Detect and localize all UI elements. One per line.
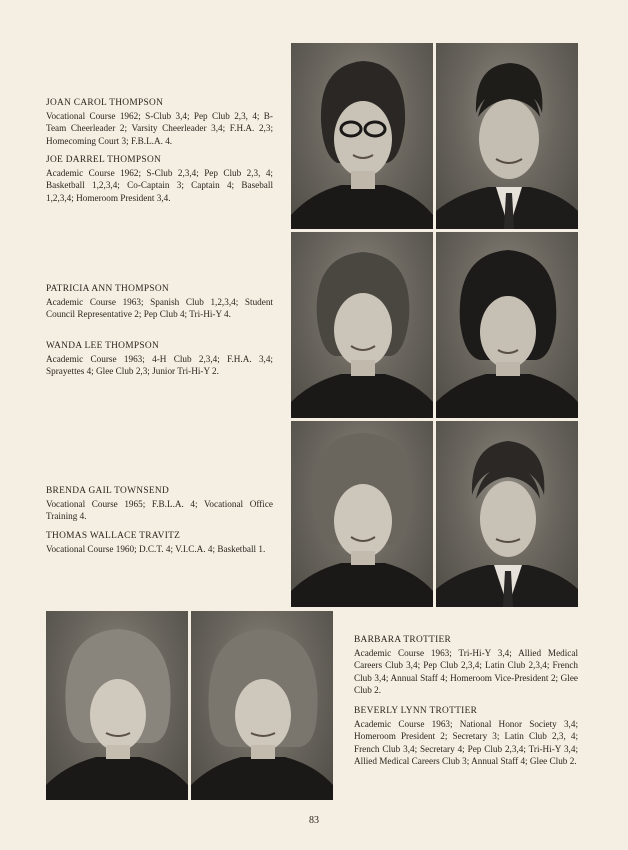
page-number: 83	[309, 815, 319, 826]
portrait-photo	[436, 43, 578, 229]
portrait-photo	[436, 232, 578, 418]
student-name: BEVERLY LYNN TROTTIER	[354, 706, 478, 716]
student-name: JOE DARREL THOMPSON	[46, 155, 162, 165]
student-bio	[46, 97, 273, 147]
student-bio	[354, 634, 578, 696]
student-activities: Vocational Course 1965; F.B.L.A. 4; Vocational Office Training 4.	[46, 499, 273, 522]
portrait-photo	[291, 232, 433, 418]
student-bio	[46, 485, 273, 523]
student-bio	[46, 283, 273, 321]
student-activities: Vocational Course 1962; S-Club 3,4; Pep Club 2,3, 4; B-Team Cheerleader 2; Varsity Cheerleader 3,4; F.H.A. 2,3; Homecoming Court 3; F.B.L.A. 4.	[46, 111, 273, 146]
student-activities: Vocational Course 1960; D.C.T. 4; V.I.C.A. 4; Basketball 1.	[46, 544, 266, 555]
student-name: BRENDA GAIL TOWNSEND	[46, 486, 170, 496]
student-bio	[46, 340, 273, 378]
portrait-photo	[291, 421, 433, 607]
portrait-photo	[46, 611, 188, 800]
student-name: THOMAS WALLACE TRAVITZ	[46, 531, 181, 541]
student-activities: Academic Course 1962; S-Club 2,3,4; Pep Club 2,3, 4; Basketball 1,2,3,4; Co-Captain 3; Captain 4; Baseball 1,2,3,4; Homeroom President 3,4.	[46, 168, 273, 203]
student-name: WANDA LEE THOMPSON	[46, 341, 160, 351]
portrait-photo	[436, 421, 578, 607]
student-bio	[46, 530, 273, 555]
student-activities: Academic Course 1963; National Honor Society 3,4; Homeroom President 2; Secretary 3; Latin Club 2,3, 4; French Club 3,4; Secretary 4; Pep Club 2,3,4; Tri-Hi-Y 3,4; Allied Medical Careers Club 3; Annual Staff 4; Glee Club 2.	[354, 719, 578, 766]
student-name: PATRICIA ANN THOMPSON	[46, 284, 169, 294]
portrait-photo	[291, 43, 433, 229]
portrait-photo	[191, 611, 333, 800]
student-name: BARBARA TROTTIER	[354, 635, 452, 645]
student-activities: Academic Course 1963; Tri-Hi-Y 3,4; Allied Medical Careers Club 3,4; Pep Club 2,3,4; Latin Club 2,3,4; French Club 3,4; Annual Staff 4; Homeroom Vice-President 2; Glee Club 2.	[354, 648, 578, 695]
student-activities: Academic Course 1963; 4-H Club 2,3,4; F.H.A. 3,4; Sprayettes 4; Glee Club 2,3; Junior Tri-Hi-Y 2.	[46, 354, 273, 377]
student-activities: Academic Course 1963; Spanish Club 1,2,3,4; Student Council Representative 2; Pep Club 4; Tri-Hi-Y 4.	[46, 297, 273, 320]
student-bio	[46, 154, 273, 204]
student-name: JOAN CAROL THOMPSON	[46, 98, 164, 108]
student-bio	[354, 705, 578, 767]
